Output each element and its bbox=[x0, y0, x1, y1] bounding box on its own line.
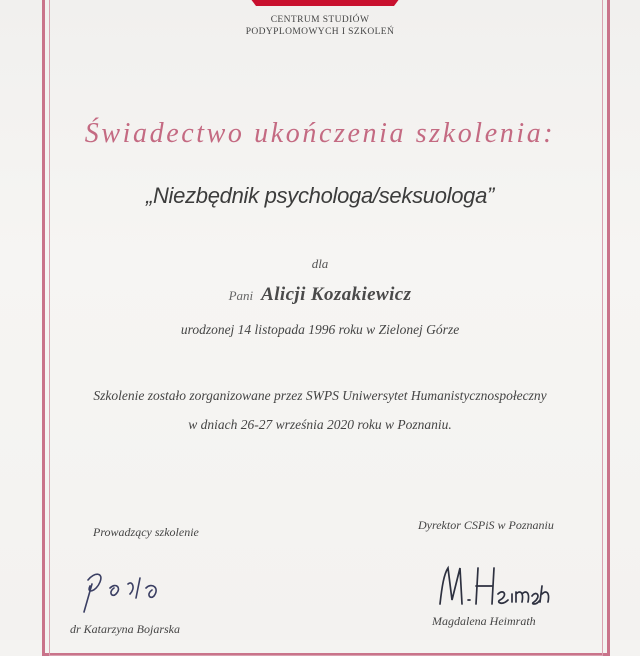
date-line: w dniach 26-27 września 2020 roku w Poznaniu. bbox=[188, 417, 452, 432]
certificate-title: Świadectwo ukończenia szkolenia: bbox=[84, 118, 556, 149]
logo-caption bbox=[220, 14, 420, 38]
recipient-line bbox=[0, 284, 640, 306]
name-prefix: Pani bbox=[228, 288, 254, 303]
logo-line-2: PODYPLOMOWYCH I SZKOLEŃ bbox=[245, 27, 395, 37]
director-signature bbox=[430, 556, 560, 616]
organizer-line: Szkolenie zostało zorganizowane przez SWPS Uniwersytet Humanistycznospołeczny bbox=[93, 388, 547, 403]
recipient-name: Alicji Kozakiewicz bbox=[261, 284, 412, 305]
course-name: „Niezbędnik psychologa/seksuologa” bbox=[145, 183, 495, 208]
director-role: Dyrektor CSPiS w Poznaniu bbox=[418, 518, 554, 532]
director-name: Magdalena Heimrath bbox=[432, 614, 536, 628]
instructor-name: dr Katarzyna Bojarska bbox=[70, 622, 181, 636]
birth-info: urodzonej 14 listopada 1996 roku w Zielonej Górze bbox=[180, 322, 460, 337]
instructor-signature bbox=[70, 558, 210, 618]
logo-line-1: CENTRUM STUDIÓW bbox=[270, 15, 370, 25]
instructor-role: Prowadzący szkolenie bbox=[93, 525, 199, 539]
for-label: dla bbox=[311, 256, 329, 271]
logo-mark bbox=[250, 0, 400, 6]
